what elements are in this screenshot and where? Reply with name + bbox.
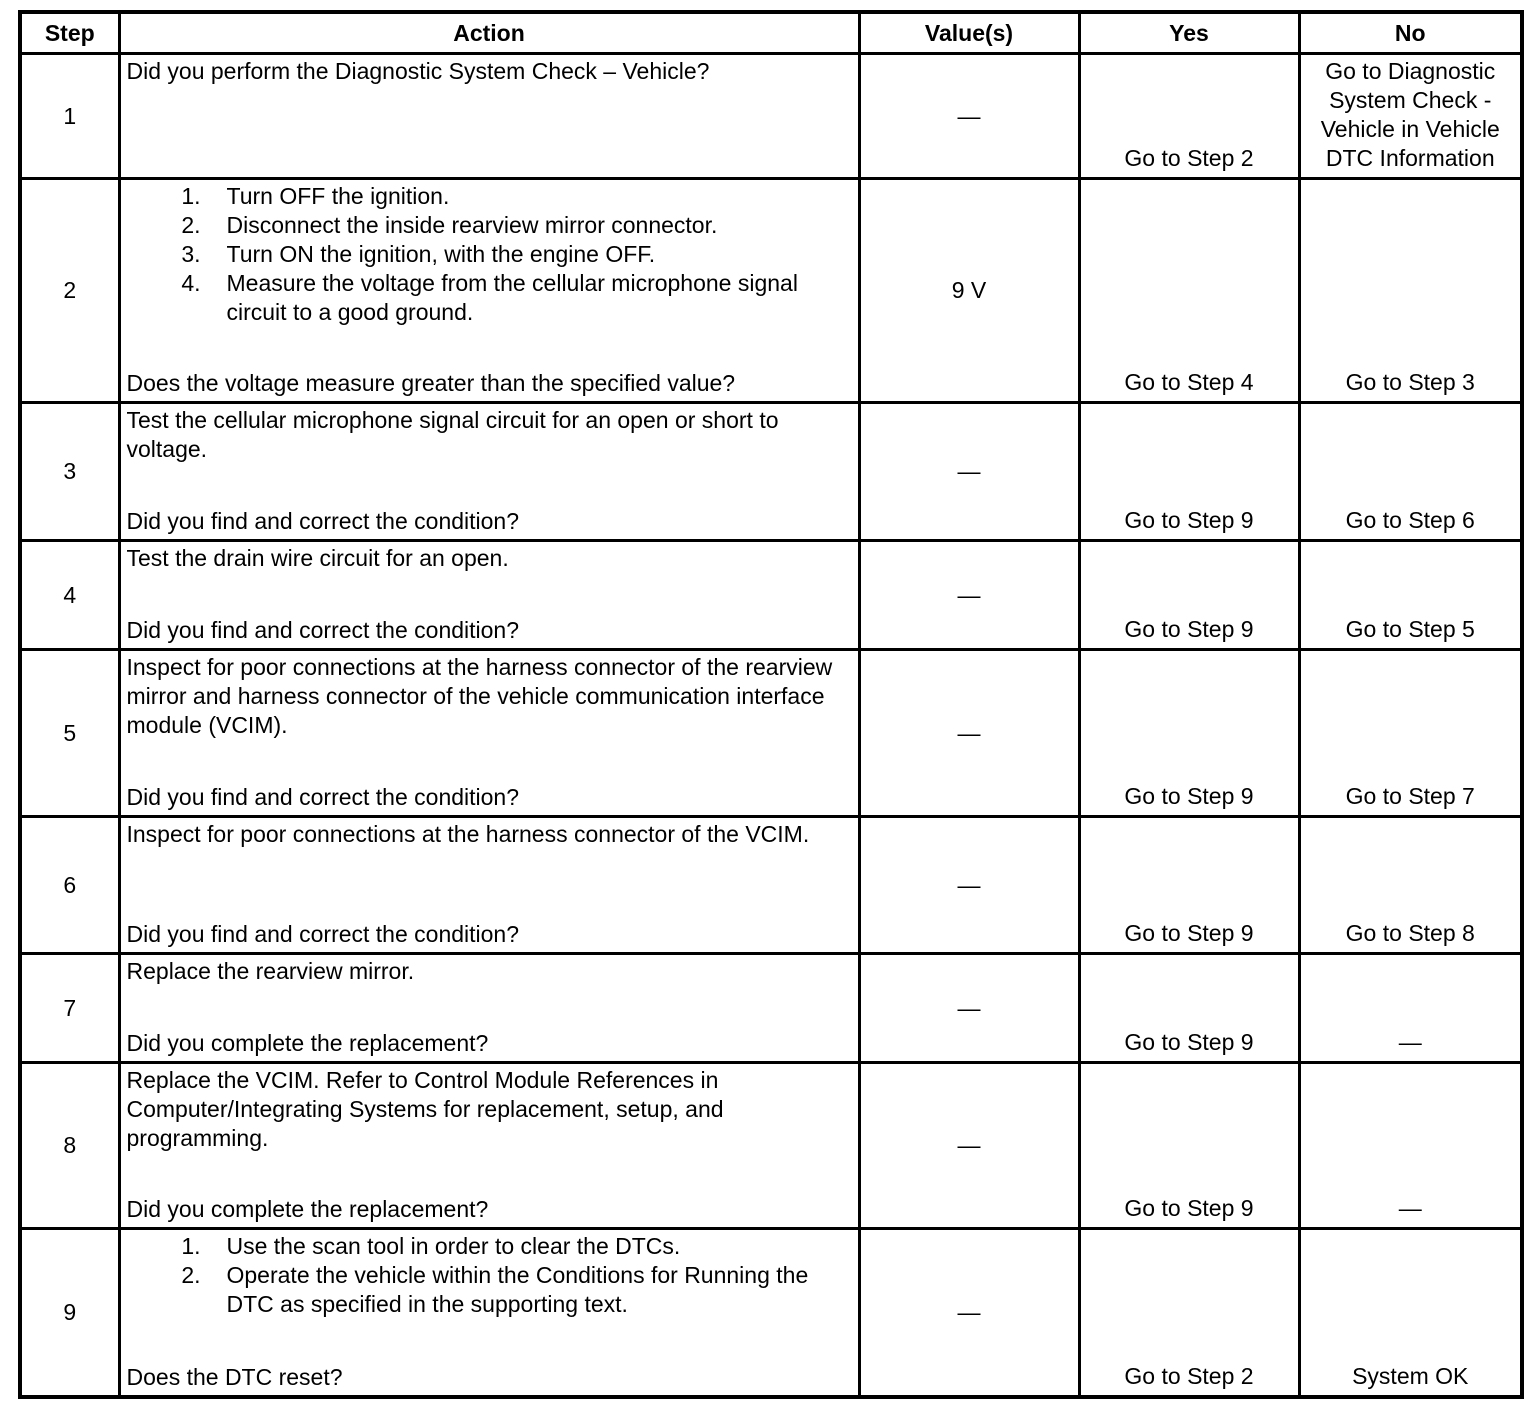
yes-cell: Go to Step 9	[1079, 954, 1299, 1063]
table-row	[20, 179, 1522, 403]
no-cell: Go to Step 3	[1299, 179, 1522, 403]
action-step-number: 4.	[181, 270, 201, 296]
action-step-number: 2.	[181, 1262, 201, 1288]
diagnostic-table	[18, 10, 1524, 1399]
step-number: 7	[20, 954, 119, 1063]
value-cell: —	[859, 1063, 1079, 1229]
action-step-item	[127, 1232, 852, 1261]
header-no: No	[1299, 12, 1522, 54]
no-cell: System OK	[1299, 1229, 1522, 1397]
step-number: 5	[20, 650, 119, 817]
action-instructions	[127, 182, 852, 327]
action-step-text: Operate the vehicle within the Conditions for Running the DTC as specified in the supporting text.	[226, 1262, 809, 1317]
no-cell: Go to Diagnostic System Check - Vehicle in Vehicle DTC Information	[1299, 54, 1522, 179]
action-instructions	[127, 57, 852, 86]
action-text: Test the cellular microphone signal circuit for an open or short to voltage.	[126, 407, 779, 462]
action-question: Did you find and correct the condition?	[126, 921, 520, 947]
yes-cell: Go to Step 2	[1079, 54, 1299, 179]
action-instructions	[127, 544, 852, 573]
action-content	[127, 820, 852, 949]
action-step-text: Use the scan tool in order to clear the DTCs.	[226, 1233, 681, 1259]
value-cell: —	[859, 1229, 1079, 1397]
table-row	[20, 403, 1522, 541]
no-cell: Go to Step 8	[1299, 817, 1522, 954]
step-number: 1	[20, 54, 119, 179]
action-content	[127, 544, 852, 645]
table-row	[20, 817, 1522, 954]
action-cell	[119, 54, 859, 179]
action-question: Does the DTC reset?	[126, 1364, 343, 1390]
action-instructions	[127, 1066, 852, 1153]
value-cell: 9 V	[859, 179, 1079, 403]
action-step-number: 2.	[181, 212, 201, 238]
action-content	[127, 957, 852, 1058]
value-cell: —	[859, 541, 1079, 650]
action-text: Inspect for poor connections at the harness connector of the VCIM.	[126, 821, 810, 847]
action-text: Replace the VCIM. Refer to Control Module References in Computer/Integrating Systems for replacement, setup, and programming.	[126, 1067, 724, 1151]
step-number: 2	[20, 179, 119, 403]
action-step-item	[127, 1261, 852, 1319]
table-row	[20, 650, 1522, 817]
no-cell: Go to Step 7	[1299, 650, 1522, 817]
no-cell: Go to Step 6	[1299, 403, 1522, 541]
step-number: 6	[20, 817, 119, 954]
action-cell	[119, 817, 859, 954]
action-text: Replace the rearview mirror.	[126, 958, 415, 984]
value-cell: —	[859, 54, 1079, 179]
action-content	[127, 1232, 852, 1392]
action-instructions	[127, 1232, 852, 1319]
table-row	[20, 1229, 1522, 1397]
action-question: Did you complete the replacement?	[126, 1030, 489, 1056]
yes-cell: Go to Step 4	[1079, 179, 1299, 403]
no-cell: —	[1299, 1063, 1522, 1229]
yes-cell: Go to Step 9	[1079, 650, 1299, 817]
action-content	[127, 182, 852, 398]
yes-cell: Go to Step 9	[1079, 817, 1299, 954]
header-yes: Yes	[1079, 12, 1299, 54]
action-step-text: Turn ON the ignition, with the engine OFF.	[226, 241, 656, 267]
action-instructions	[127, 820, 852, 849]
value-cell: —	[859, 954, 1079, 1063]
action-step-text: Turn OFF the ignition.	[226, 183, 450, 209]
table-row	[20, 954, 1522, 1063]
action-cell	[119, 954, 859, 1063]
action-cell	[119, 179, 859, 403]
action-instructions	[127, 406, 852, 464]
action-step-text: Measure the voltage from the cellular microphone signal circuit to a good ground.	[226, 270, 798, 325]
value-cell: —	[859, 817, 1079, 954]
step-number: 8	[20, 1063, 119, 1229]
header-values: Value(s)	[859, 12, 1079, 54]
yes-cell: Go to Step 9	[1079, 1063, 1299, 1229]
action-text: Inspect for poor connections at the harness connector of the rearview mirror and harness connector of the vehicle communication interface module (VCIM).	[126, 654, 833, 738]
action-content	[127, 57, 852, 174]
table-row	[20, 54, 1522, 179]
action-content	[127, 406, 852, 536]
value-cell: —	[859, 650, 1079, 817]
action-question: Did you find and correct the condition?	[126, 784, 520, 810]
action-question: Did you find and correct the condition?	[126, 617, 520, 643]
action-content	[127, 653, 852, 812]
action-step-item	[127, 240, 852, 269]
table-body	[20, 54, 1522, 1397]
action-step-item	[127, 182, 852, 211]
table-row	[20, 1063, 1522, 1229]
step-number: 4	[20, 541, 119, 650]
action-step-item	[127, 269, 852, 327]
action-question: Did you find and correct the condition?	[126, 508, 520, 534]
step-number: 3	[20, 403, 119, 541]
header-action: Action	[119, 12, 859, 54]
action-step-text: Disconnect the inside rearview mirror connector.	[226, 212, 718, 238]
action-cell	[119, 650, 859, 817]
header-row	[20, 12, 1522, 54]
header-step: Step	[20, 12, 119, 54]
action-step-item	[127, 211, 852, 240]
value-cell: —	[859, 403, 1079, 541]
action-cell	[119, 541, 859, 650]
step-number: 9	[20, 1229, 119, 1397]
action-text: Did you perform the Diagnostic System Check – Vehicle?	[126, 58, 710, 84]
action-cell	[119, 1229, 859, 1397]
yes-cell: Go to Step 9	[1079, 403, 1299, 541]
action-step-number: 1.	[181, 183, 201, 209]
action-text: Test the drain wire circuit for an open.	[126, 545, 509, 571]
yes-cell: Go to Step 2	[1079, 1229, 1299, 1397]
yes-cell: Go to Step 9	[1079, 541, 1299, 650]
action-question: Did you complete the replacement?	[126, 1196, 489, 1222]
table-row	[20, 541, 1522, 650]
action-cell	[119, 403, 859, 541]
action-steps-list	[127, 182, 852, 327]
no-cell: Go to Step 5	[1299, 541, 1522, 650]
action-step-number: 3.	[181, 241, 201, 267]
action-steps-list	[127, 1232, 852, 1319]
action-step-number: 1.	[181, 1233, 201, 1259]
action-instructions	[127, 957, 852, 986]
action-cell	[119, 1063, 859, 1229]
no-cell: —	[1299, 954, 1522, 1063]
action-content	[127, 1066, 852, 1224]
action-question: Does the voltage measure greater than the specified value?	[126, 370, 736, 396]
action-instructions	[127, 653, 852, 740]
